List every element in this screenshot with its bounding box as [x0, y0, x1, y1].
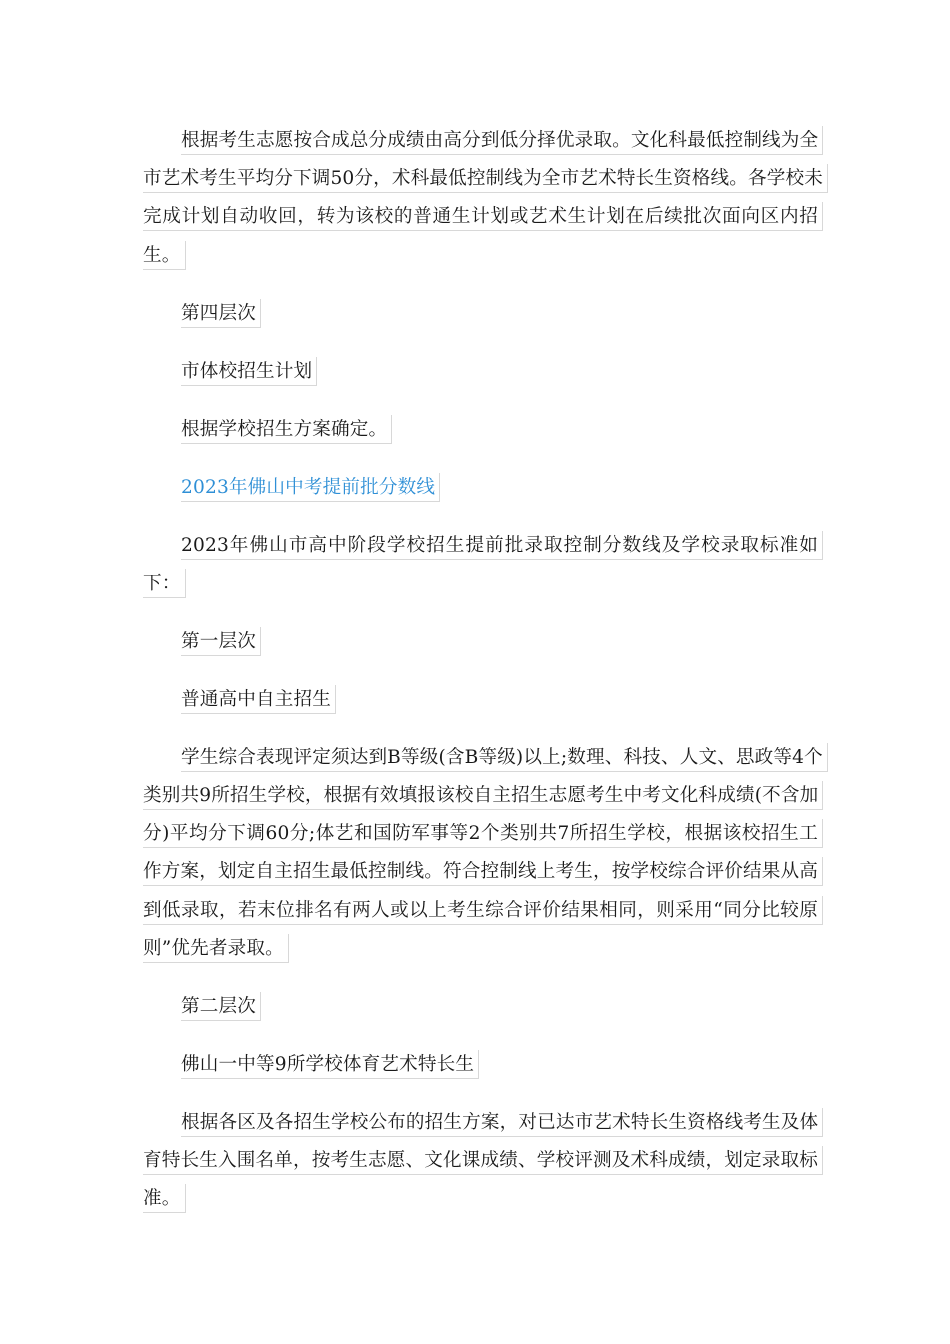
heading-level-two: 第二层次 — [143, 988, 823, 1026]
heading-sports-art-specialty: 佛山一中等9所学校体育艺术特长生 — [143, 1046, 823, 1084]
heading-independent-enrollment: 普通高中自主招生 — [143, 681, 823, 719]
paragraph-independent-enrollment-rule: 学生综合表现评定须达到B等级(含B等级)以上;数理、科技、人文、思政等4个类别共9所招生学校，根据有效填报该校自主招生志愿考生中考文化科成绩(不含加分)平均分下调60分;体艺和国防军事等2个类别共7所招生学校，根据该校招生工作方案，划定自主招生最低控制线。符合控制线上考生，按学校综合评价结果从高到低录取，若末位排名有两人或以上考生综合评价结果相同，则采用“同分比较原则”优先者录取。 — [143, 739, 823, 968]
paragraph-specialty-rule: 根据各区及各招生学校公布的招生方案，对已达市艺术特长生资格线考生及体育特长生入围名单，按考生志愿、文化课成绩、学校评测及术科成绩，划定录取标准。 — [143, 1104, 823, 1219]
link-foshan-early-batch-scores[interactable]: 2023年佛山中考提前批分数线 — [143, 469, 823, 507]
paragraph-intro-scores: 2023年佛山市高中阶段学校招生提前批录取控制分数线及学校录取标准如下： — [143, 527, 823, 603]
document-body — [143, 122, 823, 1238]
heading-level-four: 第四层次 — [143, 295, 823, 333]
paragraph-art-admission-rule: 根据考生志愿按合成总分成绩由高分到低分择优录取。文化科最低控制线为全市艺术考生平均分下调50分，术科最低控制线为全市艺术特长生资格线。各学校未完成计划自动收回，转为该校的普通生计划或艺术生计划在后续批次面向区内招生。 — [143, 122, 823, 275]
heading-city-sports-school-plan: 市体校招生计划 — [143, 353, 823, 391]
heading-level-one: 第一层次 — [143, 623, 823, 661]
paragraph-school-plan: 根据学校招生方案确定。 — [143, 411, 823, 449]
